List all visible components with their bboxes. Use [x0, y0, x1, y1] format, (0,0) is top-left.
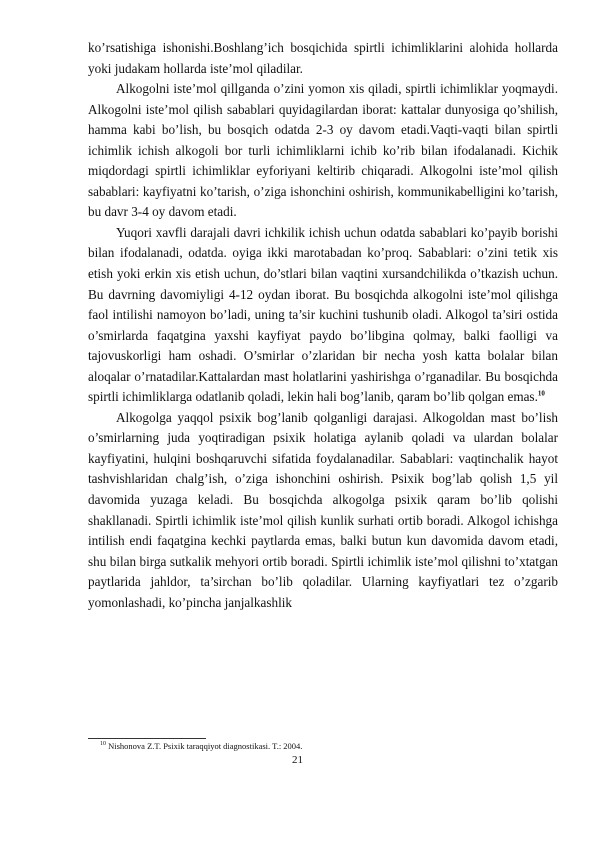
footnote	[100, 741, 302, 752]
paragraph-2: Alkogolni iste’mol qillganda o’zini yomon xis qiladi, spirtli ichimliklar yoqmaydi. Alkogolni iste’mol qilish sabablari quyidagilardan iborat: kattalar dunyosiga qo’shilish, hamma kabi bo’lish, bu bosqich odatda 2-3 oy davom etadi.Vaqti-vaqti bilan spirtli ichimlik ichish alkogoli bor turli ichimliklarni ichib ko’rib bilan ifodalanadi. Kichik miqdordagi spirtli ichimliklar eyforiyani keltirib chiqaradi. Alkogolni iste’mol qilish sabablari: kayfiyatni ko’tarish, o’ziga ishonchini oshirish, kommunikabelligini ko’tarish, bu davr 3-4 oy davom etadi.	[88, 81, 558, 220]
paragraph-3	[88, 223, 558, 408]
paragraph-1: ko’rsatishiga ishonishi.Boshlang’ich bosqichida spirtli ichimliklarini alohida hollarda yoki judakam hollarda iste’mol qiladilar.	[88, 40, 558, 76]
paragraph-3-text: Yuqori xavfli darajali davri ichkilik ichish uchun odatda sabablari ko’payib borishi bilan ifodalanadi, odatda. oyiga ikki marotabadan ko’proq. Sabablari: o’zini tetik xis etish yoki erkin xis etish uchun, do’stlari bilan vaqtini xursandchilikda o’tkazish uchun. Bu davrning davomiyligi 4-12 oydan iborat. Bu bosqichda alkogolni iste’mol qilishga faol intilishi namoyon bo’ladi, uning ta’sir kuchini tushunib oladi. Alkogol ta’siri ostida o’smirlarda faqatgina yaxshi kayfiyat paydo bo’libgina qolmay, balki faolligi va tajovuskorligi ham oshadi. O’smirlar o’zlaridan bir necha yosh katta bolalar bilan aloqalar o’rnatadilar.Kattalardan mast holatlarini yashirishga o’rganadilar. Bu bosqichda spirtli ichimliklarga odatlanib qoladi, lekin hali bog’lanib, qaram bo’lib qolgan emas.	[88, 224, 558, 405]
paragraph-4: Alkogolga yaqqol psixik bog’lanib qolganligi darajasi. Alkogoldan mast bo’lish o’smirlarning juda yoqtiradigan psixik holatiga aylanib qoladi va ulardan bolalar kayfiyatini, hulqini boshqaruvchi sifatida foydalanadilar. Sabablari: vaqtinchalik hayot tashvishlaridan chalg’ish, o’ziga ishonchini oshirish. Psixik bog’lab qolish 1,5 yil davomida yuzaga keladi. Bu bosqichda alkogolga psixik qaram bo’lib qolishi shakllanadi. Spirtli ichimlik iste’mol qilish kunlik surhati ortib boradi. Alkogol ichishga intilish endi faqatgina kechki paytlarda emas, balki butun kun davomida davom etadi, shu bilan birga sutkalik mehyori ortib boradi. Spirtli ichimlik iste’mol qilishni to’xtatgan paytlarida jahldor, ta’sirchan bo’lib qoladilar. Ularning kayfiyatlari tez o’zgarib yomonlashadi, ko’pincha janjalkashlik	[88, 409, 558, 610]
footnote-reference: 10	[537, 389, 545, 398]
footnote-number: 10	[100, 741, 106, 748]
page-number: 21	[292, 754, 303, 766]
document-body	[88, 38, 558, 613]
footnote-text: Nishonova Z.T. Psixik taraqqiyot diagnostikasi. T.: 2004.	[108, 741, 303, 751]
footnote-divider	[88, 738, 206, 739]
